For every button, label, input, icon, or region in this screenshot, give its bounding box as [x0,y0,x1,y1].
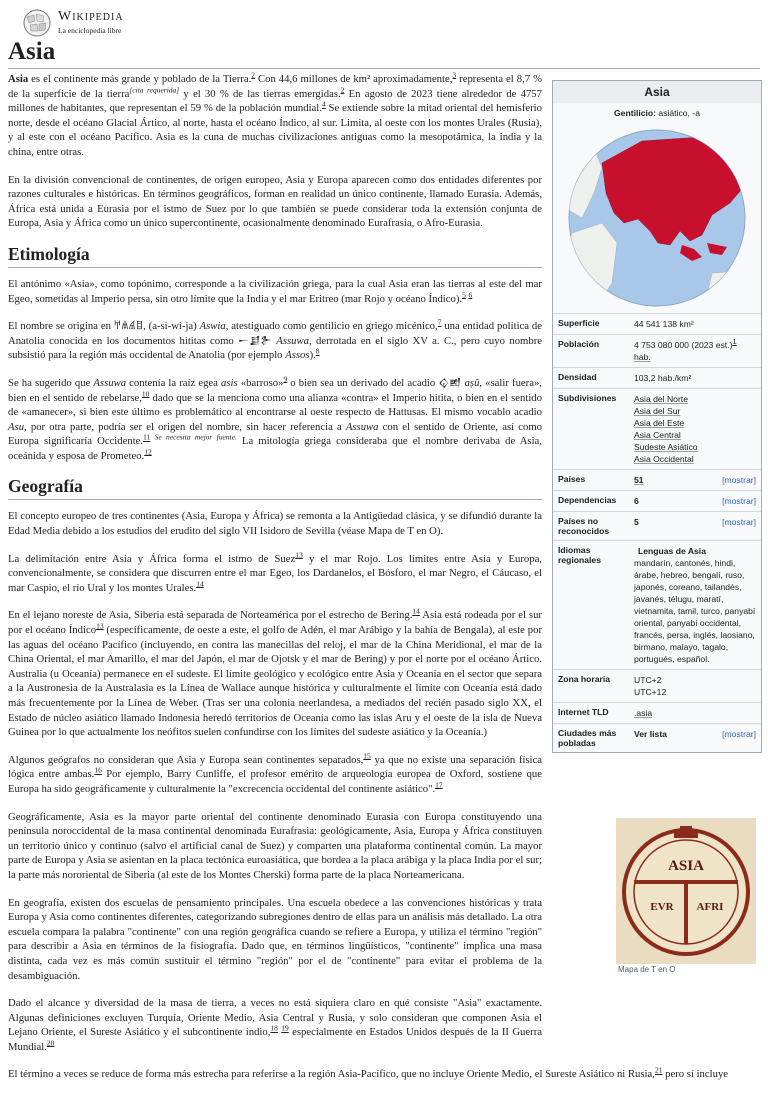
title-divider [8,68,760,69]
infobox-row-tld: Internet TLD .asia [553,702,761,723]
t-map-label-europa: EVR [650,901,674,913]
section-heading-geografia: Geografía [8,476,542,500]
etimologia-paragraph-3: Se ha sugerido que Assuwa contenía la raíz egea asis «barroso»$^9$ o bien sea un derivado del acadio 𒌒𒅖 aṣû, «salir fuera», bien en el sentido de rebelarse,$^{10}$ dado que se la menciona como una alianza «contra» el Imperio hitita, o bien en el sentido de «amanecer», si bien este último es problemático al encontrarse al oeste respecto de Hattusas. El mismo vocablo acadio Asu, por otra parte, podría ser el origen del nombre, sin hacer referencia a Assuwa con el sentido de Oriente, así como Europa significaría Occidente.$^{11}$ $^{Se necesita mejor fuente.}$ La mitología griega consideraba que el nombre derivaba de Asia, oceánida y esposa de Prometeo.$^{12}$ [8,374,542,462]
subdivision-link[interactable]: Asia Central [634,430,681,440]
infobox-gentilicio: Gentilicio: asiático, -a [614,108,700,118]
geografia-paragraph-7: Dado el alcance y diversidad de la masa de tierra, a veces no está siquiera claro en qué consiste "Asia" exactamente. Algunas definiciones excluyen Turquía, Oriente Medio, Asia Central y Rusia, y solo consideran que componen Asia el Lejano Oriente, el Sureste Asiático y el subcontinente indio,$^{18}$ $^{19}$ especialmente en Estados Unidos después de la II Guerra Mundial.$^{20}$ [8,997,543,1053]
show-toggle-button[interactable]: [mostrar] [722,475,756,485]
t-map-label-africa: AFRI [696,901,724,913]
infobox-row-densidad: Densidad 103,2 hab./km² [553,367,761,388]
page-title: Asia [8,38,56,65]
citation-needed-note[interactable]: [cita requerida] [129,85,180,95]
geografia-paragraph-5: Geográficamente, Asia es la mayor parte oriental del continente denominado Eurasia con Europa constituyendo una península noroccidental de la masa continental denominada Eurafrasia: geológicamente, Asia, Europa y África constituyen un territorio único y continuo (salvo el artificial canal de Suez) y comparten una plataforma continental común. La mayor parte de Europa y Asia se asientan en la placa tectónica euroasiática, que bordea a la placa arábiga y la placa India por el sur; la parte más nororiental de Siberia (al este de los Montes Cherski) forma parte de la placa Norteamericana. [8,810,542,881]
infobox-row-no-reconocidos: Países no reconocidos 5 [mostrar] [553,511,761,540]
site-wordmark[interactable]: Wikipedia [58,9,124,24]
geografia-paragraph-3: En el lejano noreste de Asia, Siberia está separada de Norteamérica por el estrecho de Bering.$^{14}$ Asia está rodeada por el sur por el océano Índico$^{13}$ (específicamente, de oeste a este, el golfo de Adén, el mar Arábigo y la bahía de Bengala), al este por las aguas del océano Pacífico (incluyendo, en contra las manecillas del reloj, el mar de la China Meridional, el mar de la China Oriental, el mar Amarillo, el mar del Japón, el mar de Ojotsk y el mar de Bering) y por el norte por el océano Ártico. Australia (u Oceanía) permanece en el sudeste. El límite geológico y ecológico entre Asia y Oceanía en el sector que separa a la Austronesia de la Australasia es la Línea de Wallace aunque histórica y culturalmente el límite con Oceanía está dado más frecuentemente por la Línea de Weber. (Tras ser una colonia neerlandesa, a mediados del recién pasado siglo XX, el Estado de núcleo asiático llamado Indonesia heredó territorios de Oceanía como las islas Aru y el oeste de la isla de Nueva Guinea por lo que actualmente los neófitos suelen confundirse con los límites del sudeste asiático y la Oceanía.) [8,606,542,739]
infobox-row-paises: Países 51 [mostrar] [553,469,761,490]
site-tagline: La enciclopedia libre [58,26,122,35]
geografia-paragraph-4: Algunos geógrafos no consideran que Asia y Europa sean continentes separados,$^{15}$ ya que no existe una separación física lógica entre ambas.$^{16}$ Por ejemplo, Barry Cunliffe, el profesor emérito de arqueología europea de Oxford, sostiene que Europa ha sido geográficamente y culturalmente la "excrecencia occidental del continente asiático".$^{17}$ [8,751,542,795]
infobox [552,80,762,753]
subdivision-link[interactable]: Asia Occidental [634,454,694,464]
show-toggle-button[interactable]: [mostrar] [722,517,756,527]
geografia-paragraph-6: En geografía, existen dos escuelas de pensamiento principales. Una escuela obedece a las convenciones históricas y trata Europa y Asia como continentes diferentes, categorizando subregiones dentro de ellas para un análisis más detallado. La otra escuela compara la palabra "continente" con una región geográfica cuando se refiere a Europa, y utiliza el término "región" para describir a Asia en términos de la fisiografía. Dado que, en términos lingüísticos, "continente" implica una masa distinta, cada vez es más común sustituir el término "región" por el de "continente" para evitar el problema de la desambiguación. [8,896,542,982]
infobox-row-subdivisiones: Subdivisiones Asia del Norte Asia del Sur Asia del Este Asia Central Sudeste Asiático Asia Occidental [553,388,761,469]
etimologia-paragraph-1: El antónimo «Asia», como topónimo, corresponde a la civilización griega, para la cual Asia eran las tierras al este del mar Egeo, sometidas al Imperio persa, sin otro límite que la India y el mar Eritreo (mar Rojo y océano Índico).$^5$ $^6$ [8,277,542,305]
asia-globe-map[interactable] [562,123,752,313]
cuneiform-glyphs: 𒀸𒋗𒉿 [238,334,272,347]
linear-b-glyphs: 𐀀𐀯𐀹𐀊 [113,320,144,333]
etimologia-paragraph-2: El nombre se origina en 𐀀𐀯𐀹𐀊, (a-si-wi-ja) Aswia, atestiguado como gentilicio en griego micénico,$^7$ una entidad política de Anatolia conocida en los documentos hititas como 𒀸𒋗𒉿 Assuwa, derrotada en el siglo XV a. C., pero cuyo nombre subsistió para la región más occidental de Anatolia (por ejemplo Assos).$^8$ [8,317,542,362]
infobox-row-zona-horaria: Zona horaria UTC+2 UTC+12 [553,669,761,702]
section-heading-etimologia: Etimología [8,244,542,268]
infobox-title: Asia [553,81,761,103]
geografia-paragraph-2: La delimitación entre Asia y África forma el istmo de Suez$^{13}$ y el mar Rojo. Los límites entre Asia y Europa, convencionalmente, se considera que discurren entre el mar Egeo, los Dardanelos, el Bósforo, el mar Negro, el Cáucaso, el mar Caspio, el río Ural y los montes Urales.$^{14}$ [8,550,542,594]
infobox-row-poblacion: Población 4 753 080 000 (2023 est.)$^1$ hab. [553,334,761,367]
t-map-label-asia: ASIA [668,858,704,874]
show-toggle-button[interactable]: [mostrar] [722,729,756,739]
infobox-row-ciudades: Ciudades más pobladas Ver lista [mostrar] [553,723,761,752]
subdivision-link[interactable]: Asia del Norte [634,394,688,404]
t-and-o-map-image[interactable] [616,818,756,964]
show-toggle-button[interactable]: [mostrar] [722,496,756,506]
better-source-note[interactable]: Se necesita mejor fuente. [150,432,237,442]
wikipedia-globe-icon[interactable] [22,8,52,38]
intro-paragraph-2: En la división convencional de continentes, de origen europeo, Asia y Europa aparecen como dos entidades diferentes por razones culturales e históricas. En términos geográficos, forman en realidad un único continente, llamado Eurasia. Además, África está unida a Eurasia por el istmo de Suez por lo que también se puede considerar toda la extensión conjunta de Europa, Asia y África como un único supercontinente, ocasionalmente denominado Eurafrasia, o Afro-Eurasia. [8,173,542,230]
cuneiform-glyphs: 𒌒𒅖 [438,376,462,389]
infobox-row-superficie: Superficie 44 541 138 km² [553,313,761,334]
infobox-row-dependencias: Dependencias 6 [mostrar] [553,490,761,511]
geografia-paragraph-8: El término a veces se reduce de forma más estrecha para referirse a la región Asia-Pacífico, que no incluye Oriente Medio, el Sureste Asiático ni Rusia,$^{21}$ pero sí incluye [8,1067,729,1081]
subdivision-link[interactable]: Asia del Este [634,418,685,428]
site-header [0,0,768,40]
subdivision-link[interactable]: Sudeste Asiático [634,442,698,452]
t-map-caption: Mapa de T en O [618,965,676,974]
subdivision-link[interactable]: Asia del Sur [634,406,681,416]
intro-paragraph-1: Asia es el continente más grande y poblado de la Tierra.$^2$ Con 44,6 millones de km² aproximadamente,$^3$ representa el 8,7 % de la superficie de la tierra[cita requerida] y el 30 % de las tierras emergidas.$^2$ En agosto de 2023 tiene alrededor de 4757 millones de habitantes, que representan el 59 % de la población mundial.$^4$ Se extiende sobre la mitad oriental del hemisferio norte, desde el océano Glacial Ártico, al norte, hasta el océano Índico, al sur. Limita, al oeste con los montes Urales (Rusia), y al este con el océano Pacífico. Asia es la cuna de muchas civilizaciones antiguas como la mesopotámica, la india y la china, entre otras. [8,70,542,158]
geografia-paragraph-1: El concepto europeo de tres continentes (Asia, Europa y África) se remonta a la Antigüedad clásica, y se difundió durante la Edad Media debido a los estudios del erudito del siglo VII Isidoro de Sevilla (véase Mapa de T en O). [8,510,542,538]
infobox-row-idiomas: Idiomas regionales Lenguas de Asia mandarín, cantonés, hindi, árabe, hebreo, bengalí, ruso, japonés, coreano, tailandés, javanés, télugu, maratí, vietnamita, tamil, turco, panyabí oriental, panyabí occidental, francés, persa, inglés, laosiano, birmano, malayo, tagalo, portugués, español. [553,540,761,669]
